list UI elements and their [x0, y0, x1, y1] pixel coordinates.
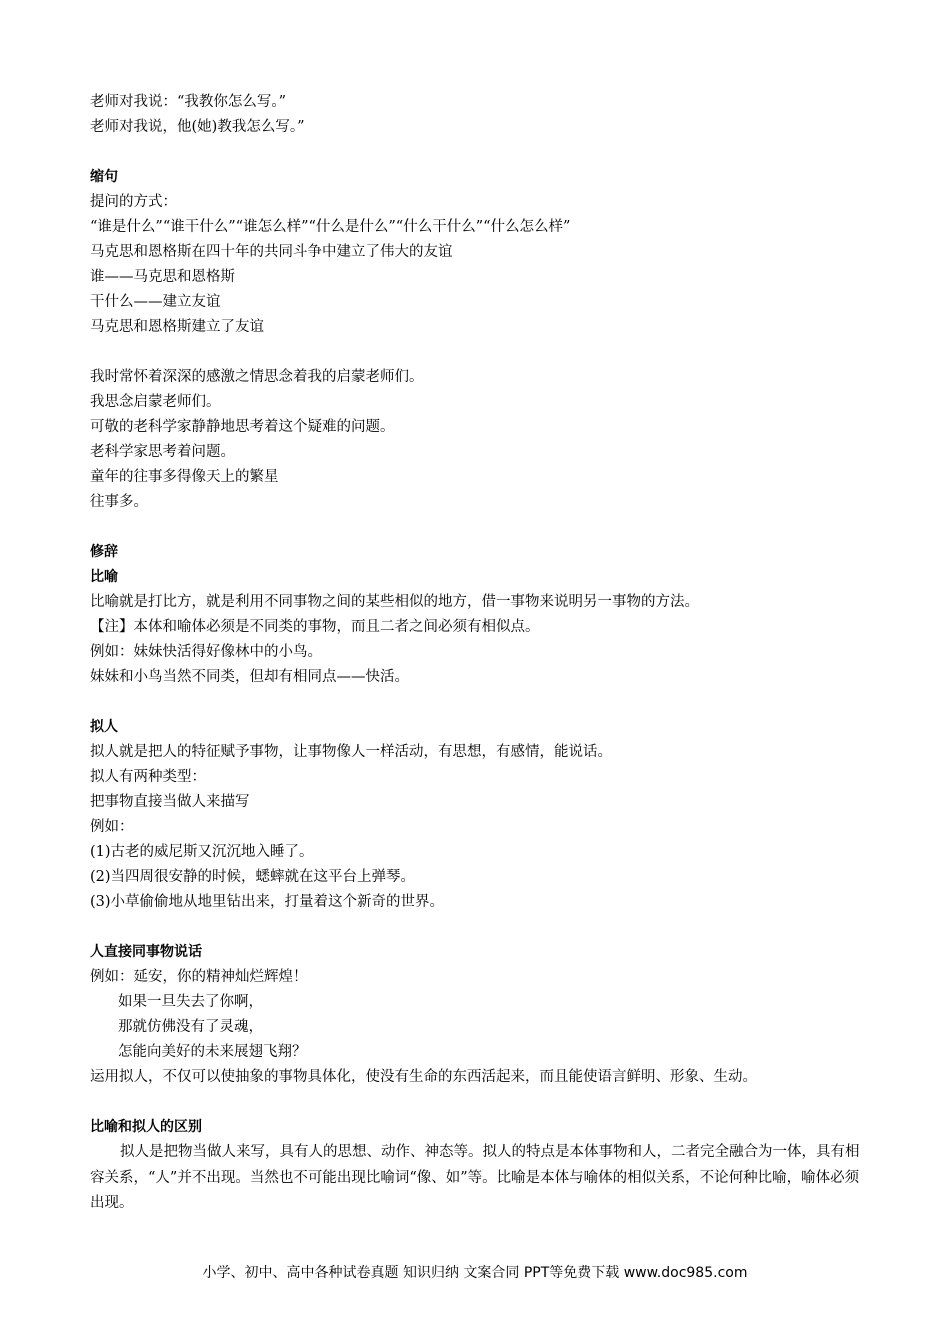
text-line: 妹妹和小鸟当然不同类，但却有相同点——快活。	[90, 669, 409, 685]
text-line: 提问的方式：	[90, 194, 177, 210]
section-heading-qubie: 比喻和拟人的区别	[90, 1119, 202, 1135]
text-line: (1)古老的威尼斯又沉沉地入睡了。	[90, 844, 314, 860]
text-line: 老科学家思考着问题。	[90, 444, 235, 460]
verse-line: 如果一旦失去了你啊，	[118, 994, 263, 1010]
text-line: 干什么——建立友谊	[90, 294, 221, 310]
section-heading-duihua: 人直接同事物说话	[90, 944, 202, 960]
subheading-biyu: 比喻	[90, 569, 118, 585]
text-line: 谁——马克思和恩格斯	[90, 269, 235, 285]
text-line: (2)当四周很安静的时候，蟋蟀就在这平台上弹琴。	[90, 869, 416, 885]
text-line: 运用拟人，不仅可以使抽象的事物具体化，使没有生命的东西活起来，而且能使语言鲜明、形象、生动。	[90, 1069, 757, 1085]
section-heading-suoju: 缩句	[90, 169, 118, 185]
text-line: 往事多。	[90, 494, 148, 510]
verse-line: 那就仿佛没有了灵魂，	[118, 1019, 263, 1035]
page-footer: 小学、初中、高中各种试卷真题 知识归纳 文案合同 PPT等免费下载 www.doc985.com	[202, 1265, 748, 1281]
paragraph-qubie: 拟人是把物当做人来写，具有人的思想、动作、神态等。拟人的特点是本体事物和人，二者完全融合为一体，具有相容关系，“人”并不出现。当然也不可能出现比喻词“像、如”等。比喻是本体与喻体的相似关系，不论何种比喻，喻体必须出现。	[90, 1144, 860, 1211]
text-line: 例如：延安，你的精神灿烂辉煌！	[90, 969, 308, 985]
text-line: 我时常怀着深深的感激之情思念着我的启蒙老师们。	[90, 369, 424, 385]
text-line: 比喻就是打比方，就是利用不同事物之间的某些相似的地方，借一事物来说明另一事物的方法。	[90, 594, 699, 610]
document-body	[90, 90, 870, 1217]
text-line: 拟人就是把人的特征赋予事物，让事物像人一样活动，有思想，有感情，能说话。	[90, 744, 612, 760]
section-heading-niren: 拟人	[90, 719, 118, 735]
text-line: 把事物直接当做人来描写	[90, 794, 250, 810]
text-line: “谁是什么”“谁干什么”“谁怎么样”“什么是什么”“什么干什么”“什么怎么样”	[90, 219, 571, 235]
text-line: 我思念启蒙老师们。	[90, 394, 221, 410]
section-heading-xiuci: 修辞	[90, 544, 118, 560]
text-line: 例如：	[90, 819, 134, 835]
text-line: 马克思和恩格斯在四十年的共同斗争中建立了伟大的友谊	[90, 244, 453, 260]
text-line: 可敬的老科学家静静地思考着这个疑难的问题。	[90, 419, 395, 435]
verse-line: 怎能向美好的未来展翅飞翔？	[118, 1044, 307, 1060]
text-line: 马克思和恩格斯建立了友谊	[90, 319, 264, 335]
text-line: 老师对我说：“我教你怎么写。”	[90, 94, 287, 110]
text-line: 【注】本体和喻体必须是不同类的事物，而且二者之间必须有相似点。	[90, 619, 540, 635]
text-line: (3)小草偷偷地从地里钻出来，打量着这个新奇的世界。	[90, 894, 445, 910]
text-line: 老师对我说，他(她)教我怎么写。”	[90, 119, 305, 135]
text-line: 拟人有两种类型：	[90, 769, 206, 785]
text-line: 例如：妹妹快活得好像林中的小鸟。	[90, 644, 322, 660]
text-line: 童年的往事多得像天上的繁星	[90, 469, 279, 485]
